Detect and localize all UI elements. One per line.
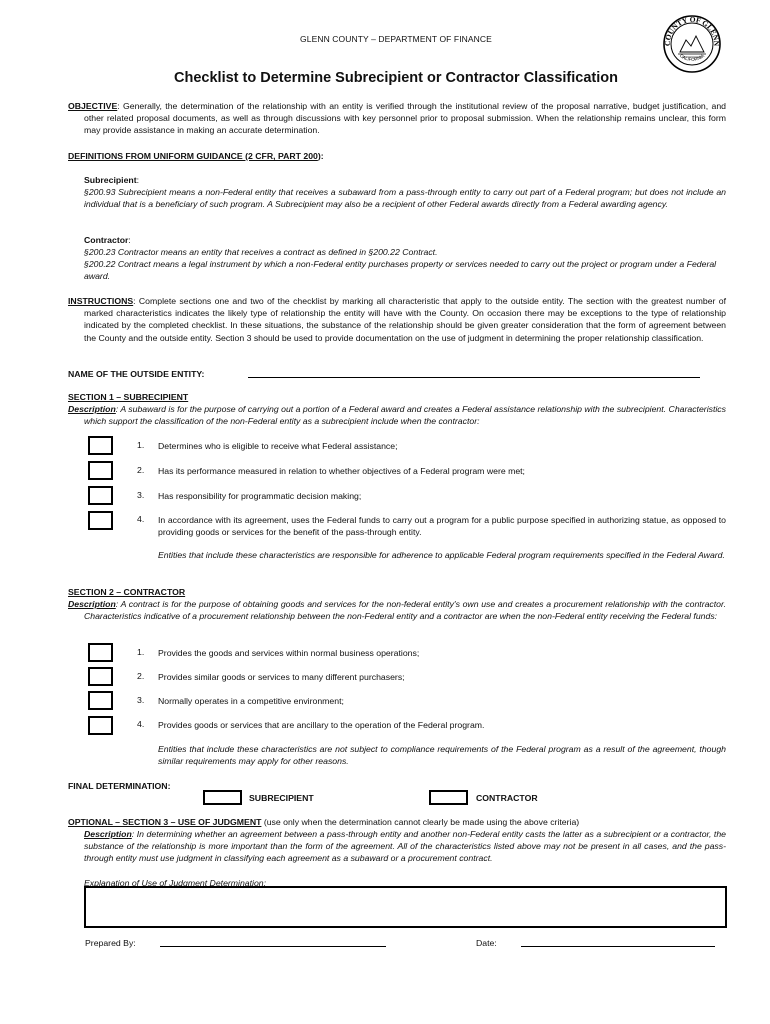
section2-heading: SECTION 2 – CONTRACTOR xyxy=(68,587,186,597)
instructions-paragraph xyxy=(68,295,726,344)
section1-item-1-number: 1. xyxy=(137,440,145,450)
objective-paragraph xyxy=(68,100,726,137)
section2-item-1-number: 1. xyxy=(137,647,145,657)
date-field[interactable] xyxy=(521,946,715,947)
section1-checkbox-2[interactable] xyxy=(88,461,113,480)
prepared-by-field[interactable] xyxy=(160,946,386,947)
section1-item-3-text: Has responsibility for programmatic decision making; xyxy=(158,491,362,501)
definitions-heading: DEFINITIONS FROM UNIFORM GUIDANCE (2 CFR, PART 200): xyxy=(68,151,324,161)
subrecipient-definition: §200.93 Subrecipient means a non-Federal entity that receives a subaward from a pass-through entity to carry out part of a Federal program; but does not include an individual that is a beneficiary of such program. A Subrecipient may also be a recipient of other Federal awards directly from a Federal awarding agency. xyxy=(84,187,726,210)
contractor-checkbox[interactable] xyxy=(429,790,468,805)
county-seal-logo xyxy=(662,14,722,74)
section1-item-2-number: 2. xyxy=(137,465,145,475)
section2-item-2-number: 2. xyxy=(137,671,145,681)
section1-checkbox-3[interactable] xyxy=(88,486,113,505)
outside-entity-name-field[interactable] xyxy=(248,377,700,378)
contractor-option-label: CONTRACTOR xyxy=(476,793,538,803)
svg-text:CALIFORNIA: CALIFORNIA xyxy=(678,53,706,62)
section2-item-3-number: 3. xyxy=(137,695,145,705)
section1-checkbox-1[interactable] xyxy=(88,436,113,455)
section2-note: Entities that include these characteristics are not subject to compliance requirements of the Federal program as a result of the agreement, though similar requirements may apply for other reasons. xyxy=(158,744,726,767)
section2-item-4-text: Provides goods or services that are ancillary to the operation of the Federal program. xyxy=(158,720,485,730)
section1-item-4-text: In accordance with its agreement, uses the Federal funds to carry out a program for a public purpose specified in authorizing statue, as opposed to providing goods or services for the benefit of the pass-through entity. xyxy=(158,515,726,538)
final-determination-label: FINAL DETERMINATION: xyxy=(68,781,171,791)
section1-description: Description: A subaward is for the purpose of carrying out a portion of a Federal award and creates a Federal assistance relationship with the subrecipient. Characteristics which support the classification of the non-Federal entity as a subrecipient include when the contractor: xyxy=(68,404,726,427)
outside-entity-label: NAME OF THE OUTSIDE ENTITY: xyxy=(68,369,205,379)
section3-heading: OPTIONAL – SECTION 3 – USE OF JUDGMENT (use only when the determination cannot clearly be made using the above criteria) xyxy=(68,817,580,827)
department-header: GLENN COUNTY – DEPARTMENT OF FINANCE xyxy=(300,34,492,44)
objective-label: OBJECTIVE xyxy=(68,101,118,111)
section2-item-1-text: Provides the goods and services within normal business operations; xyxy=(158,648,420,658)
explanation-text-box[interactable] xyxy=(84,886,727,928)
section1-heading: SECTION 1 – SUBRECIPIENT xyxy=(68,392,189,402)
section2-checkbox-2[interactable] xyxy=(88,667,113,686)
section2-item-3-text: Normally operates in a competitive environment; xyxy=(158,696,344,706)
contractor-label: Contractor: xyxy=(84,235,131,245)
section2-checkbox-3[interactable] xyxy=(88,691,113,710)
section1-item-4-number: 4. xyxy=(137,514,145,524)
section2-item-4-number: 4. xyxy=(137,719,145,729)
section3-description: Description: In determining whether an agreement between a pass-through entity and another non-Federal entity casts the latter as a subrecipient or a contractor, the substance of the relationship is more important than the form of the agreement. All of the characteristics listed above may not be present in all cases, and the pass-through entity must use judgment in classifying each agreement as a subaward or a procurement contract. xyxy=(84,829,726,864)
subrecipient-checkbox[interactable] xyxy=(203,790,242,805)
prepared-by-label: Prepared By: xyxy=(85,938,136,948)
section1-item-2-text: Has its performance measured in relation to whether objectives of a Federal program were met; xyxy=(158,466,525,476)
objective-text: : Generally, the determination of the relationship with an entity is verified through the institutional review of the proposal narrative, budget justification, and other related proposal documents, as well as through discussions with key personnel prior to proposal submission. When the relationship remains unclear, this form may provide assistance in making an accurate determination. xyxy=(84,101,726,136)
section1-note: Entities that include these characteristics are responsible for adherence to applicable Federal program requirements specified in the Federal Award. xyxy=(158,550,725,560)
contractor-definition-1: §200.23 Contractor means an entity that receives a contract as defined in §200.22 Contract. xyxy=(84,247,438,257)
section2-checkbox-1[interactable] xyxy=(88,643,113,662)
section1-checkbox-4[interactable] xyxy=(88,511,113,530)
date-label: Date: xyxy=(476,938,497,948)
section1-item-3-number: 3. xyxy=(137,490,145,500)
subrecipient-label: Subrecipient: xyxy=(84,175,140,185)
instructions-label: INSTRUCTIONS xyxy=(68,296,134,306)
subrecipient-option-label: SUBRECIPIENT xyxy=(249,793,314,803)
contractor-definition-2: §200.22 Contract means a legal instrument by which a non-Federal entity purchases property or services needed to carry out the project or program under a Federal award. xyxy=(84,259,717,282)
page-title: Checklist to Determine Subrecipient or Contractor Classification xyxy=(174,70,618,86)
section2-checkbox-4[interactable] xyxy=(88,716,113,735)
section1-item-1-text: Determines who is eligible to receive what Federal assistance; xyxy=(158,441,398,451)
section2-item-2-text: Provides similar goods or services to many different purchasers; xyxy=(158,672,405,682)
explanation-label: Explanation of Use of Judgment Determination: xyxy=(84,878,267,888)
instructions-text: : Complete sections one and two of the checklist by marking all characteristic that apply to the outside entity. The section with the greatest number of marked characteristics indicates the likely type of relationship the entity will have with the County. On occasion there may be exceptions to the type of relationship indicated by the completed checklist. In these situations, the substance of the relationship should be given greater consideration that the form of agreement between the County and the outside entity. Section 3 should be used to provide documentation on the use of judgment in determining the proper relationship classification. xyxy=(84,296,726,343)
section2-description: Description: A contract is for the purpose of obtaining goods and services for the non-federal entity's own use and creates a procurement relationship with the contractor. Characteristics indicative of a procurement relationship between the non-Federal entity and a contractor are when the non-Federal entity receiving the Federal funds: xyxy=(68,599,726,622)
svg-text:COUNTY OF GLENN: COUNTY OF GLENN xyxy=(662,14,722,47)
